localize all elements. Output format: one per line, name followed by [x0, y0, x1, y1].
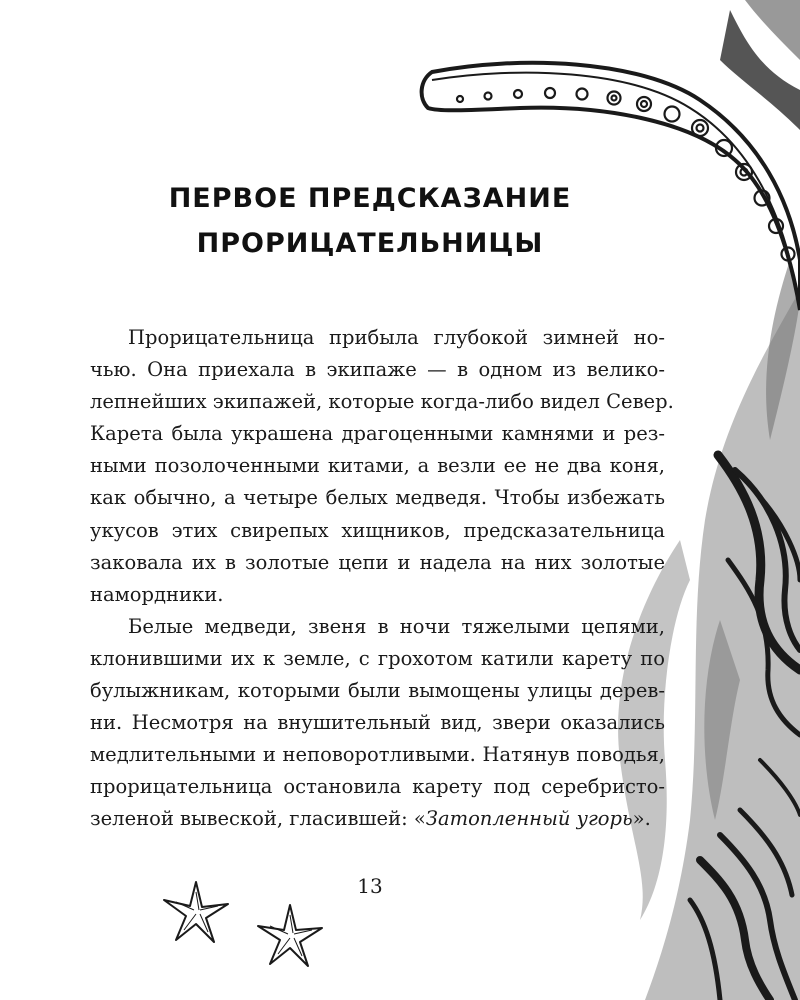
text-line: как обычно, а четыре белых медведя. Чтобы избежать	[90, 486, 665, 510]
text-line: прорицательница остановила карету под серебристо-	[90, 775, 665, 799]
page-number: 13	[357, 874, 383, 898]
text-line: Белые медведи, звеня в ночи тяжелыми цепями,	[128, 614, 665, 638]
text-line: намордники.	[90, 582, 224, 606]
text-line: Прорицательница прибыла глубокой зимней но-	[128, 326, 665, 349]
text-line: медлительными и неповоротливыми. Натянув поводья,	[90, 743, 665, 767]
text-line: чью. Она приехала в экипаже — в одном из велико-	[90, 358, 665, 382]
inn-name-emphasis: Затопленный угорь	[425, 807, 633, 831]
text-line-with-emphasis	[90, 803, 665, 835]
text-segment: зеленой вывеской, гласившей:	[90, 807, 414, 831]
text-line: булыжникам, которыми были вымощены улицы дерев-	[90, 679, 665, 703]
text-line: ными позолоченными китами, а везли ее не два коня,	[90, 454, 665, 478]
quote-open: «	[413, 807, 426, 831]
starfish-2	[258, 905, 322, 966]
text-line: ни. Несмотря на внушительный вид, звери оказались	[90, 711, 665, 735]
text-line: лепнейших экипажей, которые когда-либо видел Север.	[90, 390, 674, 414]
quote-close: ».	[632, 807, 651, 831]
chapter-title-line-2: ПРОРИЦАТЕЛЬНИЦЫ	[196, 228, 544, 259]
chapter-body	[90, 322, 674, 836]
text-line: клонившими их к земле, с грохотом катили карету по	[90, 646, 665, 670]
paragraph-2	[90, 611, 665, 836]
chapter-title	[120, 176, 620, 266]
chapter-title-line-1: ПЕРВОЕ ПРЕДСКАЗАНИЕ	[168, 183, 572, 214]
text-line: Карета была украшена драгоценными камнями и рез-	[90, 422, 665, 446]
paragraph-1	[90, 322, 674, 611]
text-line: заковала их в золотые цепи и надела на них золотые	[90, 550, 665, 574]
text-line: укусов этих свирепых хищников, предсказательница	[90, 518, 665, 542]
starfish-1	[164, 882, 228, 942]
starfish-illustration	[164, 882, 322, 966]
